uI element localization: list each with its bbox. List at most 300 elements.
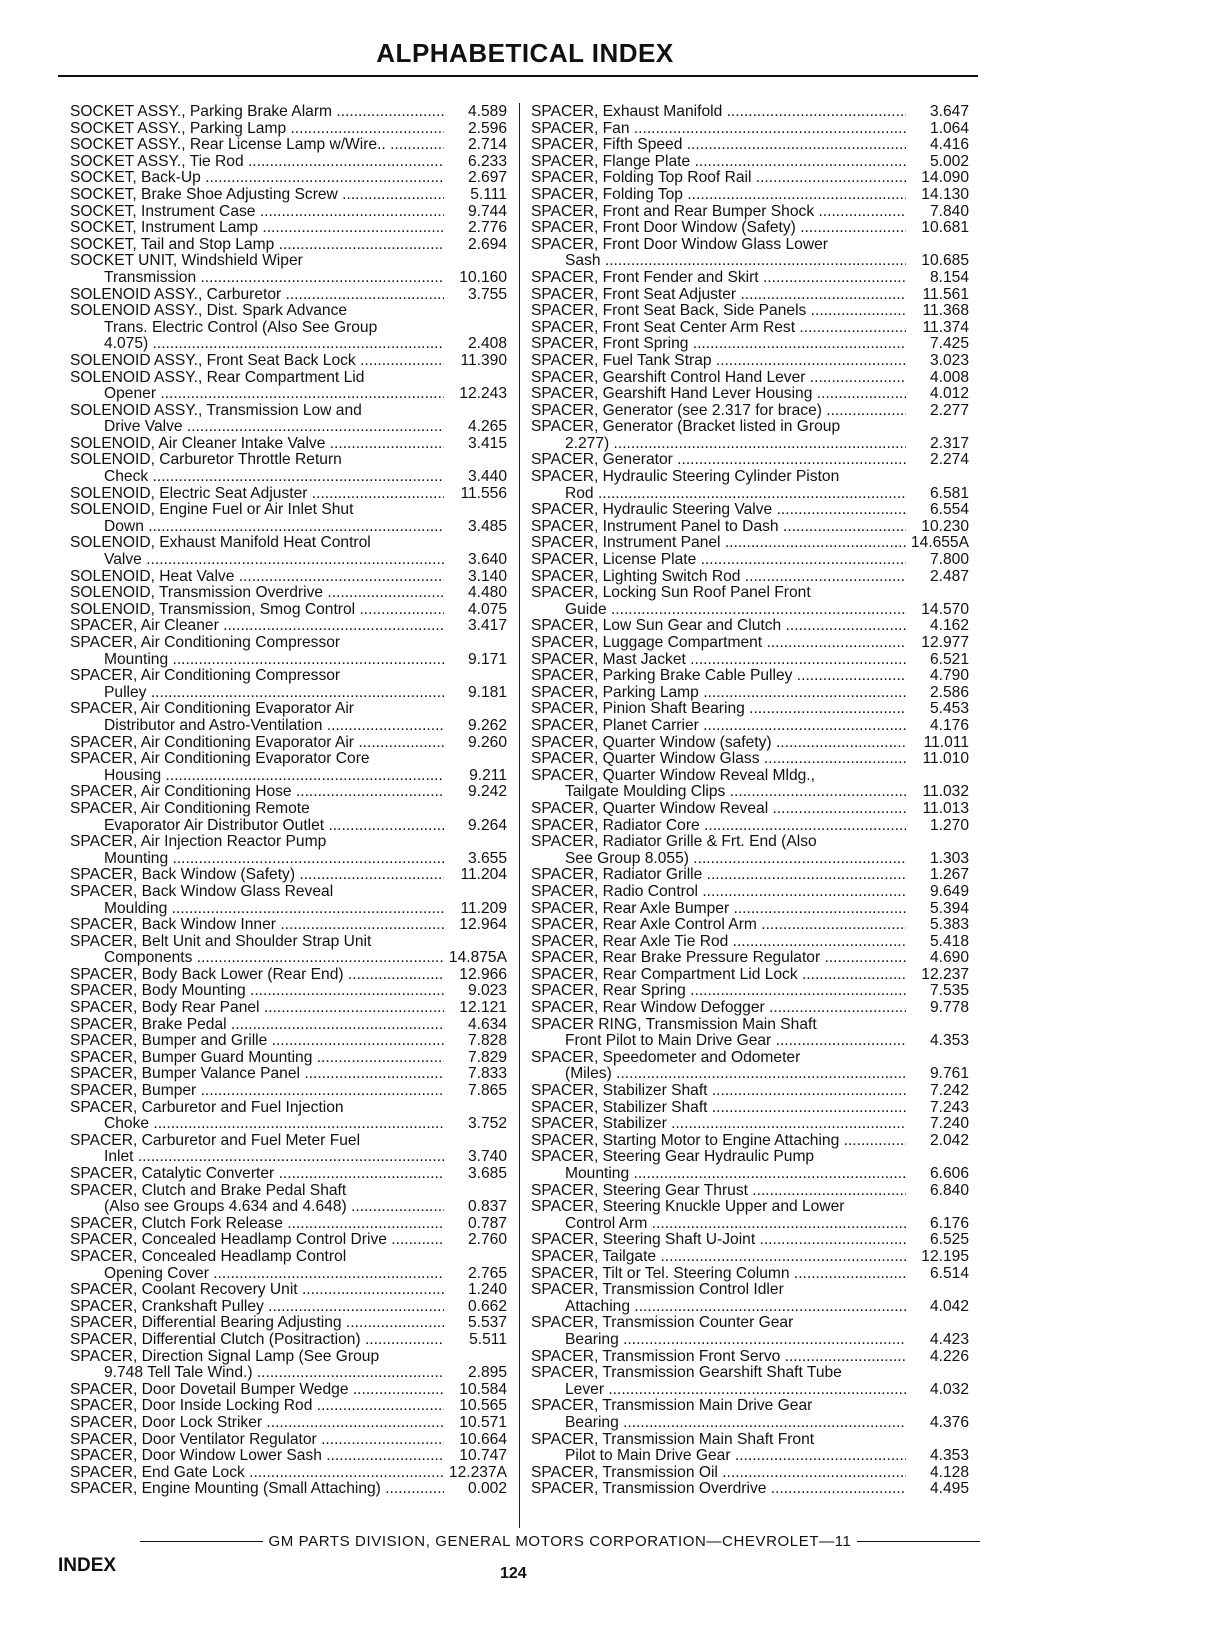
index-entry — [70, 1398, 507, 1415]
index-entry — [531, 552, 969, 569]
index-entry — [531, 1382, 969, 1399]
index-entry — [70, 1415, 507, 1432]
index-entry — [70, 1465, 507, 1482]
entry-page-ref: 2.714 — [467, 136, 507, 154]
entry-page-ref: 11.390 — [460, 351, 507, 369]
entry-text-line: SPACER, Front Seat Adjuster ..... — [531, 287, 906, 304]
index-entry — [531, 386, 969, 403]
entry-page-ref: 10.681 — [921, 219, 969, 237]
entry-page-ref: 4.075 — [467, 600, 507, 618]
entry-text-line: Control Arm ..... — [531, 1216, 906, 1233]
entry-text-line: SOCKET ASSY., Rear License Lamp w/Wire.. ..... — [70, 137, 444, 154]
entry-text-line: SPACER, Mast Jacket ..... — [531, 652, 906, 669]
entry-page-ref: 1.303 — [929, 849, 969, 867]
index-entry — [531, 1299, 969, 1316]
entry-page-ref: 3.752 — [467, 1115, 507, 1133]
entry-text-line: SPACER, Rear Axle Bumper ..... — [531, 901, 906, 918]
entry-text-line: SPACER, Parking Brake Cable Pulley ..... — [531, 668, 906, 685]
entry-text-line: SPACER, Transmission Main Drive Gear — [531, 1398, 813, 1415]
column-divider — [519, 103, 520, 1528]
entry-text-line: SPACER, Lighting Switch Rod ..... — [531, 569, 906, 586]
entry-page-ref: 14.090 — [921, 169, 969, 187]
index-entry — [70, 436, 507, 453]
entry-page-ref: 12.121 — [459, 999, 507, 1017]
index-entry — [531, 1183, 969, 1200]
entry-page-ref: 9.171 — [467, 650, 507, 668]
index-entry — [70, 685, 507, 702]
entry-text-line: SPACER, Body Rear Panel ..... — [70, 1000, 444, 1017]
entry-text-line: Down ..... — [70, 519, 444, 536]
entry-page-ref: 2.895 — [467, 1364, 507, 1382]
entry-text-line: SPACER, Parking Lamp ..... — [531, 685, 906, 702]
entry-page-ref: 2.697 — [467, 169, 507, 187]
entry-text-line: Rod ..... — [531, 486, 906, 503]
entry-page-ref: 2.408 — [467, 335, 507, 353]
entry-page-ref: 5.511 — [469, 1330, 507, 1348]
entry-text-line: SOCKET ASSY., Tie Rod ..... — [70, 154, 444, 171]
index-entry — [70, 718, 507, 735]
entry-text-line: SOCKET, Instrument Lamp ..... — [70, 220, 444, 237]
entry-text-line: SPACER, Quarter Window Reveal Mldg., — [531, 767, 815, 784]
entry-page-ref: 12.977 — [921, 634, 969, 651]
entry-text-line: SPACER, Body Back Lower (Rear End) ..... — [70, 967, 444, 984]
index-entry — [70, 1033, 507, 1050]
entry-page-ref: 4.790 — [929, 667, 969, 685]
index-entry — [531, 1066, 969, 1083]
entry-text-line: SOLENOID, Electric Seat Adjuster ..... — [70, 486, 444, 503]
index-entry — [531, 370, 969, 387]
index-entry — [531, 983, 969, 1000]
entry-text-line: SPACER, Door Ventilator Regulator ..... — [70, 1432, 444, 1449]
entry-page-ref: 4.128 — [929, 1463, 969, 1481]
entry-text-line: Check ..... — [70, 469, 444, 486]
index-entry — [70, 137, 507, 154]
index-entry — [531, 303, 969, 320]
index-entry — [70, 1232, 507, 1249]
entry-page-ref: 7.243 — [929, 1098, 969, 1116]
entry-page-ref: 5.383 — [929, 916, 969, 934]
index-entry — [531, 452, 969, 469]
section-label: INDEX — [58, 1555, 117, 1576]
index-entry — [70, 353, 507, 370]
entry-text-line: SPACER, Front Seat Center Arm Rest ..... — [531, 320, 906, 337]
index-entry — [531, 253, 969, 270]
entry-text-line: SPACER, Air Cleaner ..... — [70, 618, 444, 635]
entry-text-line: SPACER, Steering Knuckle Upper and Lower — [531, 1199, 845, 1216]
index-entry — [531, 602, 969, 619]
entry-text-line: SPACER, Radio Control ..... — [531, 884, 906, 901]
entry-text-line: Front Pilot to Main Drive Gear ..... — [531, 1033, 906, 1050]
entry-text-line: SPACER, Air Conditioning Hose ..... — [70, 784, 444, 801]
entry-text-line: SOCKET UNIT, Windshield Wiper — [70, 253, 303, 270]
entry-text-line: SOCKET, Instrument Case ..... — [70, 204, 444, 221]
index-entry — [70, 1299, 507, 1316]
entry-text-line: Valve ..... — [70, 552, 444, 569]
entry-text-line: SPACER, Bumper Guard Mounting ..... — [70, 1050, 444, 1067]
entry-page-ref: 2.694 — [467, 235, 507, 253]
index-entry — [531, 1166, 969, 1183]
entry-text-line: Pulley ..... — [70, 685, 444, 702]
entry-text-line: SPACER, Carburetor and Fuel Meter Fuel — [70, 1132, 361, 1149]
index-entry — [531, 270, 969, 287]
entry-text-line: SPACER, Quarter Window Glass ..... — [531, 751, 906, 768]
index-entry — [531, 204, 969, 221]
entry-text-line: SPACER, Rear Compartment Lid Lock ..... — [531, 967, 906, 984]
entry-page-ref: 8.154 — [929, 268, 969, 286]
index-entry — [531, 220, 969, 237]
entry-text-line: SPACER, Radiator Core ..... — [531, 818, 906, 835]
entry-text-line: SPACER, Transmission Overdrive ..... — [531, 1481, 906, 1498]
entry-page-ref: 4.480 — [467, 584, 507, 602]
entry-text-line: See Group 8.055) ..... — [531, 851, 906, 868]
entry-text-line: SPACER, Transmission Oil ..... — [531, 1465, 906, 1482]
entry-page-ref: 4.226 — [929, 1347, 969, 1365]
index-entry — [531, 917, 969, 934]
entry-text-line: SPACER, Front Door Window (Safety) ..... — [531, 220, 906, 237]
entry-text-line: SPACER, Stabilizer ..... — [531, 1116, 906, 1133]
entry-page-ref: 3.685 — [467, 1165, 507, 1182]
entry-page-ref: 7.535 — [929, 982, 969, 1000]
entry-page-ref: 7.242 — [929, 1082, 969, 1100]
entry-page-ref: 2.596 — [467, 119, 507, 137]
entry-page-ref: 3.755 — [467, 285, 507, 303]
entry-text-line: SPACER, Concealed Headlamp Control — [70, 1248, 347, 1265]
entry-text-line: Sash ..... — [531, 253, 906, 270]
entry-text-line: SPACER, Transmission Main Shaft Front — [531, 1431, 815, 1448]
entry-page-ref: 12.237 — [921, 965, 969, 983]
entry-page-ref: 11.010 — [922, 750, 969, 768]
index-entry — [531, 486, 969, 503]
index-entry — [531, 1083, 969, 1100]
entry-text-line: SPACER, Generator (see 2.317 for brace) ..... — [531, 403, 906, 420]
entry-text-line: SOLENOID ASSY., Carburetor ..... — [70, 287, 444, 304]
entry-page-ref: 9.262 — [467, 716, 507, 734]
index-entry — [70, 768, 507, 785]
entry-page-ref: 10.584 — [459, 1380, 507, 1398]
entry-page-ref: 14.875A — [448, 949, 507, 967]
index-entry — [70, 901, 507, 918]
index-entry — [70, 784, 507, 801]
entry-text-line: SOCKET, Tail and Stop Lamp ..... — [70, 237, 444, 254]
index-entry — [70, 270, 507, 287]
entry-text-line: Mounting ..... — [531, 1166, 906, 1183]
entry-page-ref: 4.690 — [929, 949, 969, 967]
entry-page-ref: 7.240 — [929, 1115, 969, 1133]
index-entry — [70, 237, 507, 254]
entry-text-line: (Also see Groups 4.634 and 4.648) ..... — [70, 1199, 444, 1216]
entry-text-line: SPACER, Bumper and Grille ..... — [70, 1033, 444, 1050]
index-entry — [70, 1116, 507, 1133]
index-entry — [70, 1083, 507, 1100]
entry-page-ref: 14.570 — [921, 600, 969, 618]
entry-page-ref: 12.966 — [459, 965, 507, 983]
entry-page-ref: 6.581 — [929, 484, 969, 502]
entry-page-ref: 4.353 — [929, 1032, 969, 1050]
index-entry — [70, 1332, 507, 1349]
index-entry — [70, 652, 507, 669]
entry-text-line: SPACER, Door Lock Striker ..... — [70, 1415, 444, 1432]
entry-text-line: SPACER, Clutch Fork Release ..... — [70, 1216, 444, 1233]
index-entry — [531, 1249, 969, 1266]
entry-text-line: SOLENOID, Carburetor Throttle Return — [70, 452, 342, 469]
entry-text-line: SOLENOID ASSY., Front Seat Back Lock ..... — [70, 353, 444, 370]
entry-text-line: SPACER, Transmission Control Idler — [531, 1282, 784, 1299]
entry-text-line: SPACER, Door Dovetail Bumper Wedge ..... — [70, 1382, 444, 1399]
entry-text-line: SPACER, Rear Axle Control Arm ..... — [531, 917, 906, 934]
entry-page-ref: 12.237A — [448, 1463, 507, 1481]
entry-text-line: SPACER, Starting Motor to Engine Attaching ..... — [531, 1133, 906, 1150]
entry-text-line: SPACER, Air Conditioning Remote — [70, 800, 310, 817]
index-entry — [531, 1000, 969, 1017]
index-entry — [531, 618, 969, 635]
entry-text-line: SPACER, Generator (Bracket listed in Group — [531, 419, 841, 436]
index-entry — [531, 403, 969, 420]
entry-text-line: SPACER, Back Window (Safety) ..... — [70, 867, 444, 884]
index-entry — [70, 1432, 507, 1449]
index-entry — [531, 187, 969, 204]
index-entry — [531, 519, 969, 536]
entry-text-line: SPACER, Body Mounting ..... — [70, 983, 444, 1000]
entry-text-line: Guide ..... — [531, 602, 906, 619]
entry-page-ref: 12.964 — [459, 916, 507, 934]
entry-text-line: SPACER, Steering Shaft U-Joint ..... — [531, 1232, 906, 1249]
index-entry — [70, 950, 507, 967]
entry-page-ref: 0.837 — [467, 1198, 507, 1216]
entry-text-line: SPACER RING, Transmission Main Shaft — [531, 1016, 817, 1033]
entry-text-line: SPACER, Tilt or Tel. Steering Column ..... — [531, 1266, 906, 1283]
index-entry — [531, 801, 969, 818]
index-entry — [70, 187, 507, 204]
entry-page-ref: 4.265 — [467, 418, 507, 436]
index-entry — [531, 718, 969, 735]
index-entry — [70, 469, 507, 486]
entry-text-line: SPACER, Back Window Inner ..... — [70, 917, 444, 934]
entry-text-line: SPACER, Brake Pedal ..... — [70, 1017, 444, 1034]
entry-text-line: SPACER, Steering Gear Thrust ..... — [531, 1183, 906, 1200]
entry-text-line: SPACER, Locking Sun Roof Panel Front — [531, 585, 811, 602]
entry-page-ref: 2.776 — [467, 219, 507, 237]
entry-page-ref: 9.744 — [467, 202, 507, 220]
entry-page-ref: 6.233 — [467, 152, 507, 170]
entry-text-line: SPACER, Stabilizer Shaft ..... — [531, 1083, 906, 1100]
index-entry — [531, 320, 969, 337]
index-entry — [70, 867, 507, 884]
entry-text-line: SPACER, Transmission Counter Gear — [531, 1315, 794, 1332]
index-entry — [70, 618, 507, 635]
entry-text-line: SPACER, Crankshaft Pulley ..... — [70, 1299, 444, 1316]
entry-page-ref: 3.485 — [467, 517, 507, 535]
entry-text-line: SPACER, Engine Mounting (Small Attaching) ..... — [70, 1481, 444, 1498]
index-entry — [531, 569, 969, 586]
index-entry — [531, 535, 969, 552]
entry-text-line: SPACER, Rear Spring ..... — [531, 983, 906, 1000]
entry-text-line: SOLENOID ASSY., Transmission Low and — [70, 402, 362, 419]
entry-text-line: SPACER, Quarter Window Reveal ..... — [531, 801, 906, 818]
index-entry — [531, 784, 969, 801]
entry-text-line: SPACER, Folding Top ..... — [531, 187, 906, 204]
entry-page-ref: 7.833 — [467, 1065, 507, 1083]
entry-page-ref: 0.787 — [467, 1214, 507, 1232]
entry-text-line: Trans. Electric Control (Also See Group — [104, 319, 378, 336]
entry-text-line: SOLENOID ASSY., Rear Compartment Lid — [70, 369, 365, 386]
entry-page-ref: 4.416 — [929, 136, 969, 154]
entry-page-ref: 4.589 — [467, 103, 507, 120]
index-entry — [70, 1282, 507, 1299]
entry-text-line: SPACER, Air Conditioning Evaporator Core — [70, 751, 370, 768]
index-entry — [70, 220, 507, 237]
entry-page-ref: 14.130 — [921, 185, 969, 203]
entry-page-ref: 5.111 — [470, 185, 507, 203]
entry-text-line: SPACER, Low Sun Gear and Clutch ..... — [531, 618, 906, 635]
entry-page-ref: 11.032 — [922, 783, 969, 801]
page-title: ALPHABETICAL INDEX — [376, 38, 674, 68]
entry-text-line: SPACER, Coolant Recovery Unit ..... — [70, 1282, 444, 1299]
index-entry — [70, 917, 507, 934]
entry-text-line: SPACER, Air Conditioning Evaporator Air — [70, 701, 354, 718]
index-entry — [531, 735, 969, 752]
entry-text-line: SOCKET, Back-Up ..... — [70, 170, 444, 187]
entry-page-ref: 14.655A — [910, 534, 969, 552]
entry-page-ref: 4.032 — [929, 1380, 969, 1398]
entry-page-ref: 12.243 — [459, 385, 507, 403]
index-entry — [531, 867, 969, 884]
entry-text-line: Opening Cover ..... — [70, 1266, 444, 1283]
entry-page-ref: 9.761 — [929, 1065, 969, 1083]
entry-text-line: SPACER, Air Injection Reactor Pump — [70, 834, 327, 851]
entry-text-line: SPACER, License Plate ..... — [531, 552, 906, 569]
entry-page-ref: 7.840 — [929, 202, 969, 220]
index-entry — [70, 1481, 507, 1498]
entry-page-ref: 11.561 — [922, 285, 969, 303]
entry-text-line: SPACER, Fuel Tank Strap ..... — [531, 353, 906, 370]
entry-text-line: SPACER, Belt Unit and Shoulder Strap Unit — [70, 933, 372, 950]
entry-page-ref: 5.453 — [929, 700, 969, 718]
entry-text-line: SPACER, Transmission Front Servo ..... — [531, 1349, 906, 1366]
entry-text-line: SOLENOID, Exhaust Manifold Heat Control — [70, 535, 371, 552]
index-entry — [531, 818, 969, 835]
entry-text-line: Bearing ..... — [531, 1332, 906, 1349]
entry-text-line: SPACER, Bumper Valance Panel ..... — [70, 1066, 444, 1083]
entry-page-ref: 5.394 — [929, 899, 969, 917]
index-entry — [531, 668, 969, 685]
entry-page-ref: 4.495 — [929, 1480, 969, 1498]
index-entry — [70, 1166, 507, 1183]
entry-text-line: SPACER, Hydraulic Steering Valve ..... — [531, 502, 906, 519]
entry-text-line: SOCKET ASSY., Parking Lamp ..... — [70, 121, 444, 138]
index-entry — [531, 1216, 969, 1233]
entry-page-ref: 11.013 — [922, 799, 969, 817]
entry-page-ref: 11.368 — [922, 302, 969, 320]
entry-text-line: SPACER, Bumper ..... — [70, 1083, 444, 1100]
entry-page-ref: 4.376 — [929, 1413, 969, 1431]
entry-page-ref: 4.353 — [929, 1447, 969, 1465]
entry-text-line: SPACER, Air Conditioning Evaporator Air ..... — [70, 735, 444, 752]
entry-text-line: SPACER, Air Conditioning Compressor — [70, 668, 341, 685]
index-entry — [531, 950, 969, 967]
footer-rule-left — [140, 1541, 263, 1542]
index-entry — [70, 983, 507, 1000]
entry-page-ref: 10.685 — [921, 252, 969, 270]
entry-page-ref: 4.012 — [929, 385, 969, 403]
entry-page-ref: 3.023 — [929, 351, 969, 369]
entry-page-ref: 10.664 — [459, 1430, 507, 1448]
entry-text-line: SPACER, Folding Top Roof Rail ..... — [531, 170, 906, 187]
index-entry — [70, 419, 507, 436]
entry-page-ref: 4.176 — [929, 716, 969, 734]
entry-page-ref: 10.571 — [459, 1413, 507, 1431]
entry-page-ref: 7.865 — [467, 1082, 507, 1100]
index-entry — [531, 287, 969, 304]
entry-page-ref: 2.586 — [929, 683, 969, 701]
entry-page-ref: 11.209 — [460, 899, 507, 917]
entry-page-ref: 6.514 — [929, 1264, 969, 1282]
entry-text-line: SPACER, Door Inside Locking Rod ..... — [70, 1398, 444, 1415]
index-entry — [531, 1415, 969, 1432]
entry-text-line: SPACER, Clutch and Brake Pedal Shaft — [70, 1182, 347, 1199]
index-entry — [531, 1465, 969, 1482]
index-entry — [70, 967, 507, 984]
index-entry — [70, 585, 507, 602]
entry-page-ref: 9.211 — [469, 766, 507, 784]
entry-text-line: SPACER, Rear Brake Pressure Regulator ..... — [531, 950, 906, 967]
index-column-right — [531, 104, 969, 1498]
entry-page-ref: 1.240 — [467, 1281, 507, 1299]
entry-text-line: SPACER, Front Door Window Glass Lower — [531, 236, 828, 253]
entry-page-ref: 3.415 — [467, 434, 507, 452]
entry-text-line: 9.748 Tell Tale Wind.) ..... — [70, 1365, 444, 1382]
entry-text-line: SPACER, Gearshift Hand Lever Housing ..... — [531, 386, 906, 403]
entry-page-ref: 3.647 — [929, 103, 969, 120]
entry-text-line: SOLENOID, Transmission, Smog Control ..... — [70, 602, 444, 619]
footer-text: GM PARTS DIVISION, GENERAL MOTORS CORPORATION—CHEVROLET—11 — [268, 1533, 852, 1550]
entry-page-ref: 6.521 — [929, 650, 969, 668]
entry-page-ref: 9.649 — [929, 882, 969, 900]
index-entry — [531, 353, 969, 370]
index-entry — [70, 1448, 507, 1465]
entry-page-ref: 6.176 — [929, 1214, 969, 1232]
index-entry — [70, 818, 507, 835]
entry-text-line: SOLENOID, Heat Valve ..... — [70, 569, 444, 586]
index-entry — [531, 1349, 969, 1366]
entry-text-line: Choke ..... — [70, 1116, 444, 1133]
entry-page-ref: 3.440 — [467, 468, 507, 486]
entry-text-line: SPACER, Transmission Gearshift Shaft Tube — [531, 1365, 842, 1382]
entry-text-line: SPACER, Rear Axle Tie Rod ..... — [531, 934, 906, 951]
entry-page-ref: 9.778 — [929, 999, 969, 1017]
entry-text-line: SPACER, Front and Rear Bumper Shock ..... — [531, 204, 906, 221]
entry-text-line: SOLENOID ASSY., Dist. Spark Advance — [70, 303, 348, 320]
entry-text-line: SPACER, Luggage Compartment ..... — [531, 635, 906, 652]
entry-page-ref: 4.634 — [467, 1015, 507, 1033]
entry-text-line: SPACER, Air Conditioning Compressor — [70, 635, 341, 651]
entry-page-ref: 10.565 — [459, 1397, 507, 1415]
index-entry — [70, 1149, 507, 1166]
entry-text-line: SPACER, Tailgate ..... — [531, 1249, 906, 1266]
index-entry — [70, 204, 507, 221]
entry-page-ref: 11.374 — [922, 318, 969, 336]
entry-text-line: Pilot to Main Drive Gear ..... — [531, 1448, 906, 1465]
index-entry — [70, 336, 507, 353]
index-entry — [531, 1448, 969, 1465]
entry-text-line: SPACER, Differential Clutch (Positraction) ..... — [70, 1332, 444, 1349]
entry-page-ref: 9.264 — [467, 816, 507, 834]
entry-text-line: SPACER, Front Fender and Skirt ..... — [531, 270, 906, 287]
entry-text-line: SPACER, Catalytic Converter ..... — [70, 1166, 444, 1183]
entry-text-line: Transmission ..... — [70, 270, 444, 287]
index-entry — [531, 884, 969, 901]
entry-text-line: SPACER, Back Window Glass Reveal — [70, 883, 334, 900]
index-entry — [531, 170, 969, 187]
